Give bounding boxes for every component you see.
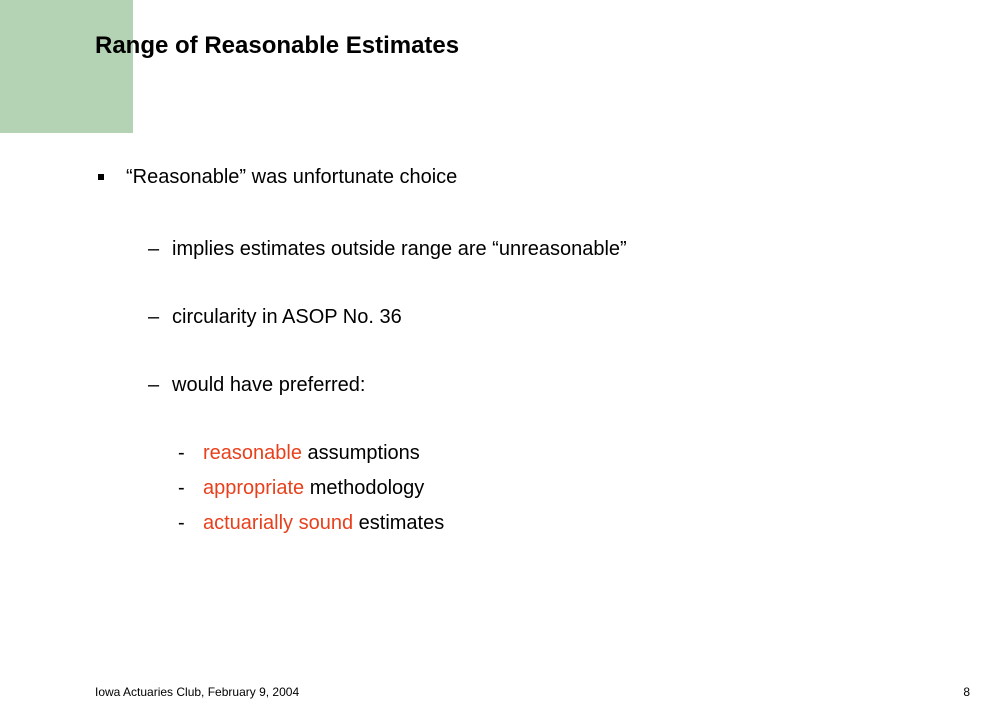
highlight-word: appropriate [203,477,305,499]
dash-marker: – [148,374,160,396]
page-number: 8 [963,685,970,699]
accent-block [0,0,133,133]
hyphen-marker: - [178,477,185,499]
footer-text: Iowa Actuaries Club, February 9, 2004 [95,685,300,699]
square-bullet-icon [98,174,104,180]
item-rest: assumptions [301,442,420,464]
preferred-item [203,510,444,536]
subitem-text: circularity in ASOP No. 36 [172,306,402,328]
preferred-item [203,475,424,501]
hyphen-marker: - [178,512,185,534]
dash-marker: – [148,238,160,260]
hyphen-marker: - [178,442,185,464]
dash-marker: – [148,306,160,328]
bullet-text: “Reasonable” was unfortunate choice [126,166,458,188]
highlight-word: reasonable [203,442,302,464]
preferred-item [203,440,420,466]
subitem-text: would have preferred: [172,374,366,396]
item-rest: estimates [353,512,445,534]
subitem-text: implies estimates outside range are “unreasonable” [172,238,627,260]
highlight-word: actuarially sound [203,512,354,534]
item-rest: methodology [304,477,425,499]
slide-title: Range of Reasonable Estimates [95,32,460,59]
